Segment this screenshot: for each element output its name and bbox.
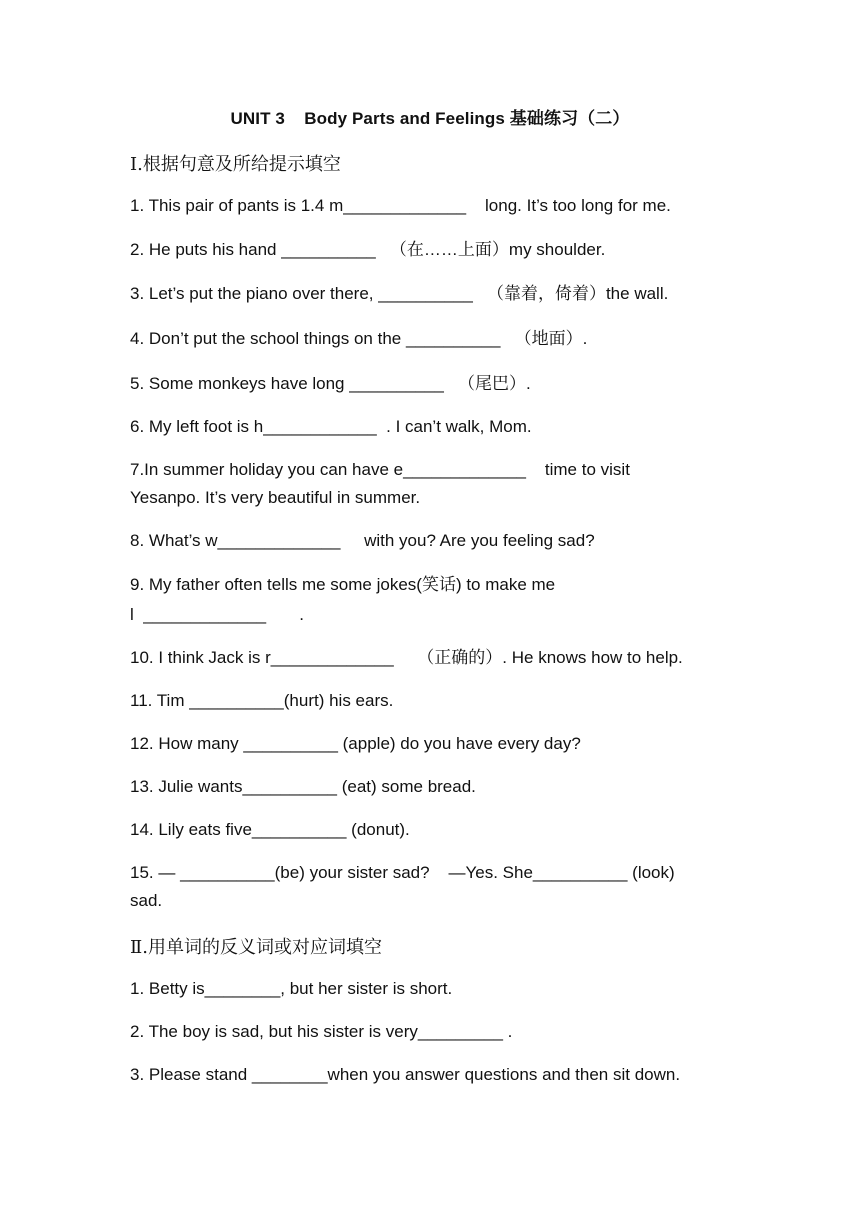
question-1-9-line-2: l _____________ . [130,605,304,624]
question-2-1: 1. Betty is________, but her sister is short. [130,979,453,998]
question-1-14: 14. Lily eats five__________ (donut). [130,820,410,839]
section-2-heading: Ⅱ.用单词的反义词或对应词填空 [130,937,382,958]
question-1-1: 1. This pair of pants is 1.4 m_____________ long. It’s too long for me. [130,196,671,215]
question-1-5: 5. Some monkeys have long __________ （尾巴）. [130,374,531,393]
question-1-10: 10. I think Jack is r_____________ （正确的）. He knows how to help. [130,648,683,667]
page-title: UNIT 3 Body Parts and Feelings 基础练习（二） [230,109,630,128]
question-1-9-line-1: 9. My father often tells me some jokes(笑话) to make me [130,575,556,594]
question-1-3: 3. Let’s put the piano over there, __________ （靠着，倚着）the wall. [130,284,669,303]
question-1-2: 2. He puts his hand __________ （在……上面）my shoulder. [130,240,606,259]
question-1-13: 13. Julie wants__________ (eat) some bread. [130,777,476,796]
question-1-7-line-1: 7.In summer holiday you can have e_____________ time to visit [130,460,630,479]
question-1-6: 6. My left foot is h____________ . I can’t walk, Mom. [130,417,532,436]
question-2-2: 2. The boy is sad, but his sister is very_________ . [130,1022,513,1041]
question-1-15-line-2: sad. [130,891,163,910]
question-1-8: 8. What’s w_____________ with you? Are you feeling sad? [130,531,595,550]
question-1-7-line-2: Yesanpo. It’s very beautiful in summer. [130,488,421,507]
question-1-15-line-1: 15. — __________(be) your sister sad? —Yes. She__________ (look) [130,863,675,882]
section-1-heading: Ⅰ.根据句意及所给提示填空 [130,154,341,175]
question-1-4: 4. Don’t put the school things on the __________ （地面）. [130,329,588,348]
question-2-3: 3. Please stand ________when you answer questions and then sit down. [130,1065,681,1084]
question-1-12: 12. How many __________ (apple) do you have every day? [130,734,581,753]
question-1-11: 11. Tim __________(hurt) his ears. [130,691,394,710]
